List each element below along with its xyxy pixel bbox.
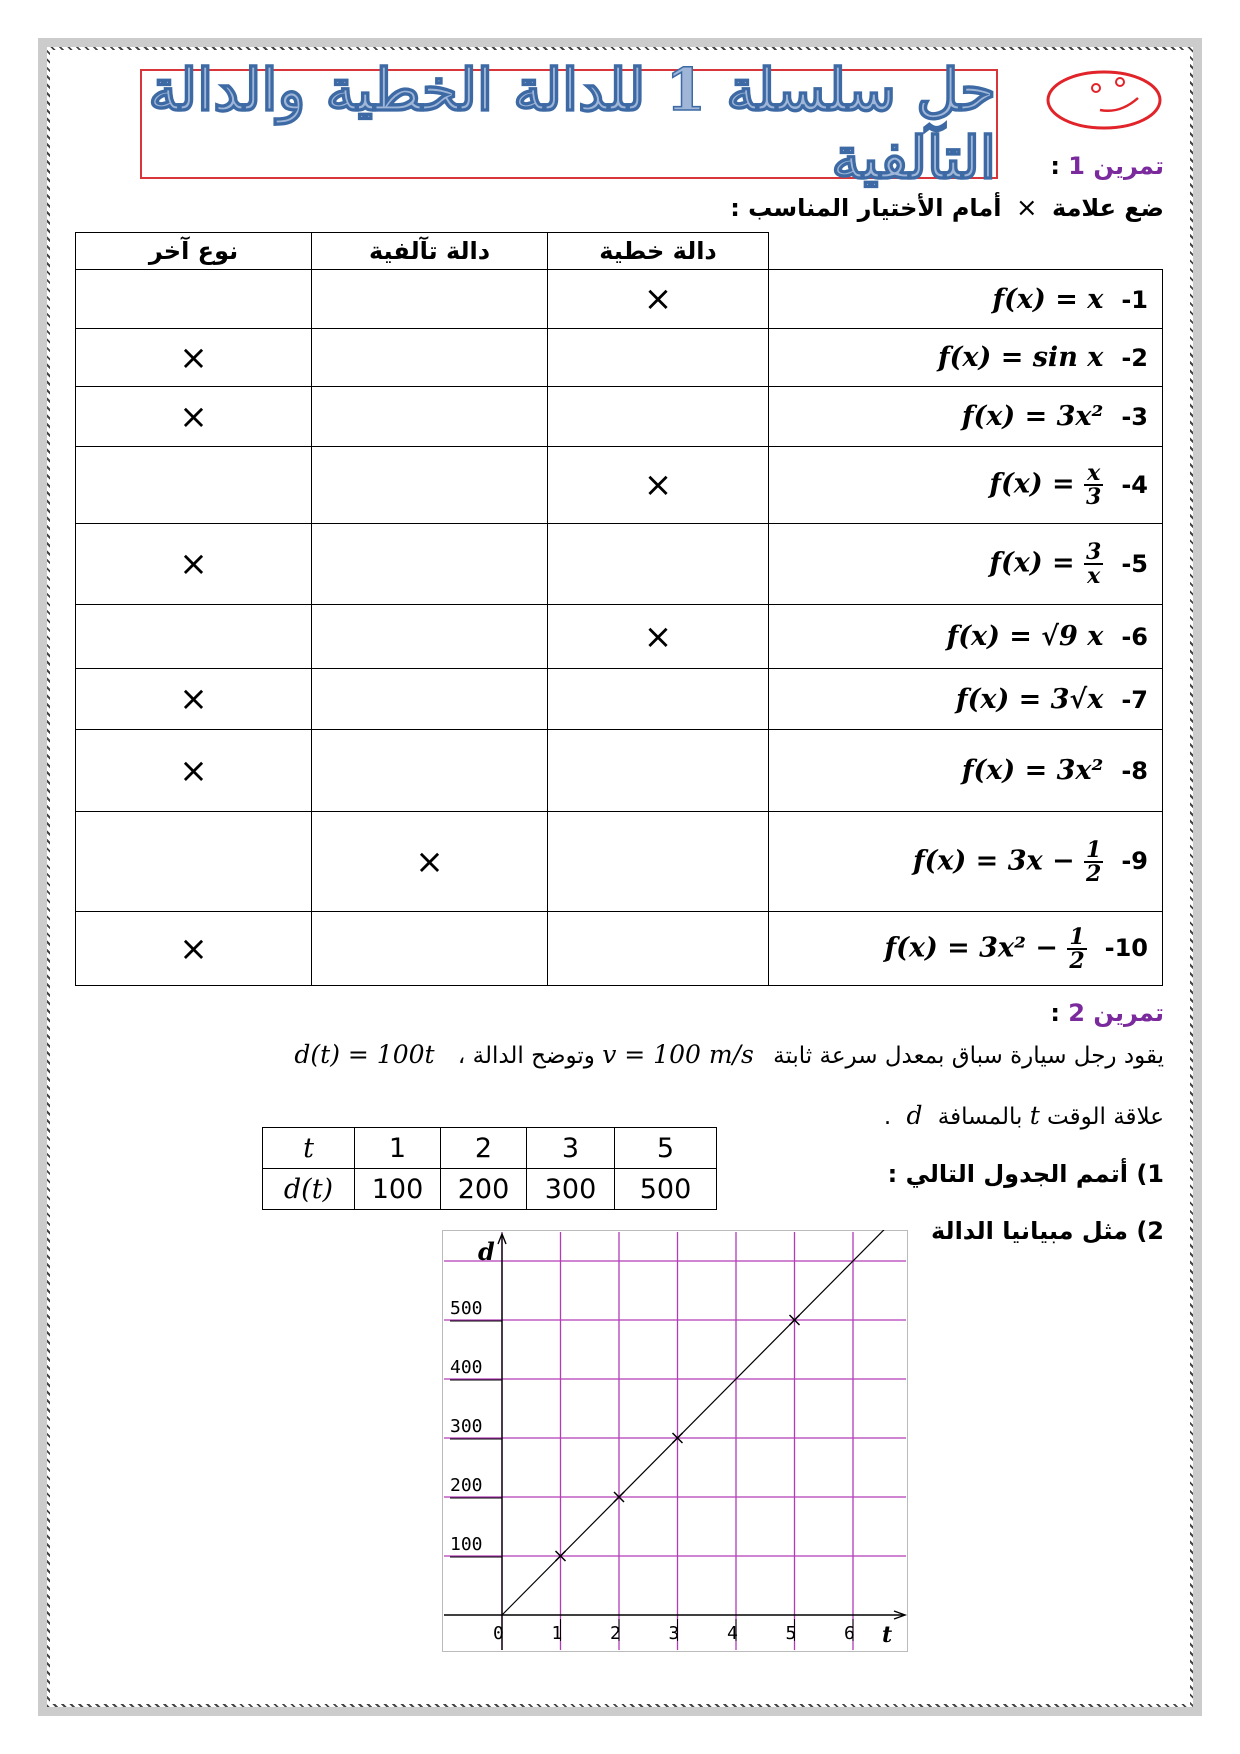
cell-d-1: 100 xyxy=(355,1169,441,1210)
empty-cell xyxy=(312,730,548,812)
exercise2-label-text: تمرين 2 xyxy=(1068,999,1164,1027)
smiley-icon xyxy=(1040,66,1170,136)
function-expression xyxy=(769,447,1163,524)
line2-t: t xyxy=(1029,1101,1040,1130)
empty-cell xyxy=(548,912,769,986)
table-row xyxy=(76,812,1163,912)
function-expression xyxy=(769,270,1163,329)
y-tick-label: 100 xyxy=(450,1534,483,1555)
x-tick-label: 5 xyxy=(785,1623,797,1644)
line1-text2: ، وتوضح الدالة xyxy=(457,1043,595,1069)
empty-cell xyxy=(312,912,548,986)
x-tick-label: 0 xyxy=(493,1623,504,1644)
cross-mark-icon: × xyxy=(76,524,312,605)
table-row xyxy=(76,730,1163,812)
fraction-numerator: x xyxy=(1084,462,1103,486)
empty-cell xyxy=(76,605,312,669)
fraction xyxy=(1084,836,1103,887)
fraction-denominator: x xyxy=(1087,563,1101,589)
row-number: -8 xyxy=(1121,757,1148,785)
values-row-t xyxy=(263,1128,717,1169)
table-row xyxy=(76,270,1163,329)
y-axis-label: d xyxy=(478,1237,495,1266)
question-2: 2) مثل مبيانيا الدالة xyxy=(931,1217,1164,1245)
expression-text: f(x) = 3x² xyxy=(961,755,1104,786)
table-row xyxy=(76,447,1163,524)
function-d-of-t: d(t) = 100t xyxy=(294,1040,435,1069)
cross-mark-icon: × xyxy=(76,912,312,986)
cell-t-5: 5 xyxy=(615,1128,717,1169)
header-affine: دالة تآلفية xyxy=(312,233,548,270)
expression-text: f(x) = xyxy=(989,547,1085,579)
exercise2-line2 xyxy=(884,1101,1164,1130)
expression-text: f(x) = √9 x xyxy=(946,621,1104,652)
cell-t-2: 2 xyxy=(441,1128,527,1169)
exercise1-label xyxy=(1050,152,1164,180)
x-axis-label: t xyxy=(882,1622,893,1648)
exercise2-colon: : xyxy=(1050,999,1060,1027)
speed-value: v = 100 m/s xyxy=(602,1040,754,1069)
empty-cell xyxy=(548,387,769,447)
empty-cell xyxy=(312,329,548,387)
cross-mark-icon: × xyxy=(312,812,548,912)
row-number: -3 xyxy=(1121,403,1148,431)
line2-b: بالمسافة xyxy=(937,1104,1023,1130)
y-tick-label: 400 xyxy=(450,1357,483,1378)
instruction-part-b: أمام الأختيار المناسب : xyxy=(730,194,1002,222)
cell-d-5: 500 xyxy=(615,1169,717,1210)
y-tick-label: 200 xyxy=(450,1475,483,1496)
row-number: -4 xyxy=(1121,470,1148,499)
x-tick-label: 6 xyxy=(844,1623,855,1644)
table-row xyxy=(76,387,1163,447)
function-expression xyxy=(769,524,1163,605)
expression-text: f(x) = 3√x xyxy=(956,683,1104,715)
distance-time-graph xyxy=(442,1230,908,1652)
y-tick-label: 500 xyxy=(450,1298,483,1319)
fraction-denominator: 2 xyxy=(1086,860,1102,887)
empty-cell xyxy=(548,329,769,387)
empty-cell xyxy=(312,669,548,730)
cross-mark-icon: × xyxy=(76,329,312,387)
cross-mark-icon: × xyxy=(76,730,312,812)
cross-mark-icon: × xyxy=(76,387,312,447)
row-number: -10 xyxy=(1104,934,1148,962)
header-other: نوع آخر xyxy=(76,233,312,270)
function-expression xyxy=(769,329,1163,387)
cell-t-3: 3 xyxy=(527,1128,615,1169)
x-tick-label: 1 xyxy=(551,1623,563,1644)
function-expression xyxy=(769,812,1163,912)
row-number: -9 xyxy=(1121,847,1148,875)
expression-text: f(x) = 3x² xyxy=(961,401,1104,432)
x-tick-label: 4 xyxy=(727,1623,738,1644)
cross-mark-icon: × xyxy=(548,447,769,524)
exercise1-label-text: تمرين 1 xyxy=(1068,152,1164,180)
fraction-numerator: 1 xyxy=(1069,923,1085,950)
fraction xyxy=(1067,923,1086,974)
cross-mark-icon: × xyxy=(1015,193,1038,223)
expression-text: f(x) = x xyxy=(992,283,1104,315)
line2-d: d xyxy=(906,1101,923,1130)
row-number: -1 xyxy=(1121,285,1148,314)
table-row xyxy=(76,669,1163,730)
expression-text: f(x) = sin x xyxy=(938,342,1104,373)
expression-text: f(x) = 3x² − xyxy=(884,932,1068,963)
classification-table xyxy=(75,232,1163,986)
line1-text: يقود رجل سيارة سباق بمعدل سرعة ثابتة xyxy=(773,1043,1164,1069)
fraction xyxy=(1084,541,1103,587)
table-row xyxy=(76,912,1163,986)
cell-d-3: 300 xyxy=(527,1169,615,1210)
title-box xyxy=(140,56,998,192)
fraction-numerator: 3 xyxy=(1086,539,1102,565)
row-number: -5 xyxy=(1121,549,1148,578)
empty-cell xyxy=(312,387,548,447)
cell-t-1: 1 xyxy=(355,1128,441,1169)
empty-cell xyxy=(76,447,312,524)
exercise1-instruction xyxy=(730,193,1164,223)
empty-cell xyxy=(548,669,769,730)
cross-mark-icon: × xyxy=(76,669,312,730)
cell-d-2: 200 xyxy=(441,1169,527,1210)
line2-end: . xyxy=(883,1104,892,1130)
function-expression xyxy=(769,605,1163,669)
table-row xyxy=(76,524,1163,605)
function-expression xyxy=(769,387,1163,447)
fraction-denominator: 2 xyxy=(1069,947,1085,974)
fraction-numerator: 1 xyxy=(1086,836,1102,863)
line2-a: علاقة الوقت xyxy=(1047,1104,1164,1130)
empty-cell xyxy=(548,524,769,605)
exercise2-line1 xyxy=(294,1040,1164,1069)
page-title: حل سلسلة 1 للدالة الخطية والدالة التآلفية xyxy=(148,56,996,192)
y-tick-label: 300 xyxy=(450,1416,483,1437)
empty-cell xyxy=(548,730,769,812)
expression-text: f(x) = xyxy=(989,468,1085,500)
values-row-d xyxy=(263,1169,717,1210)
instruction-part-a: ضع علامة xyxy=(1052,194,1164,222)
empty-cell xyxy=(312,605,548,669)
expression-text: f(x) = 3x − xyxy=(913,845,1085,876)
empty-cell xyxy=(312,270,548,329)
header-linear: دالة خطية xyxy=(548,233,769,270)
table-row xyxy=(76,329,1163,387)
cell-d-label: d(t) xyxy=(263,1169,355,1210)
fraction-denominator: 3 xyxy=(1086,484,1102,510)
row-number: -7 xyxy=(1121,685,1148,714)
fraction xyxy=(1084,462,1103,508)
function-expression xyxy=(769,912,1163,986)
exercise1-colon: : xyxy=(1050,152,1060,180)
empty-cell xyxy=(312,447,548,524)
row-number: -2 xyxy=(1121,344,1148,372)
empty-cell xyxy=(76,812,312,912)
cross-mark-icon: × xyxy=(548,270,769,329)
exercise2-label xyxy=(1050,999,1164,1027)
row-number: -6 xyxy=(1121,623,1148,651)
empty-cell xyxy=(312,524,548,605)
empty-cell xyxy=(548,812,769,912)
cell-t-label: t xyxy=(263,1128,355,1169)
empty-cell xyxy=(76,270,312,329)
x-tick-label: 3 xyxy=(668,1623,680,1644)
x-tick-label: 2 xyxy=(610,1623,621,1644)
function-expression xyxy=(769,669,1163,730)
cross-mark-icon: × xyxy=(548,605,769,669)
function-expression xyxy=(769,730,1163,812)
table-header-row xyxy=(76,233,1163,270)
header-empty xyxy=(769,233,1163,270)
values-table xyxy=(262,1127,717,1210)
question-1: 1) أتمم الجدول التالي : xyxy=(887,1160,1164,1188)
table-row xyxy=(76,605,1163,669)
